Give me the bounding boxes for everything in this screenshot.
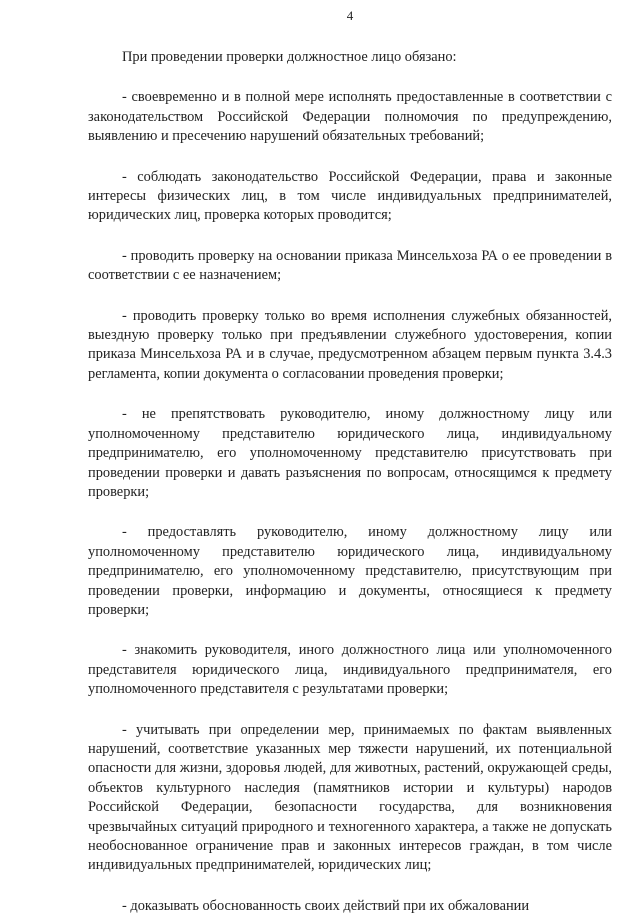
paragraph-item: - проводить проверку на основании приказа Минсельхоза РА о ее проведении в соответствии с ее назначением; — [88, 247, 612, 284]
paragraph-item: - доказывать обоснованность своих действий при их обжаловании — [122, 897, 530, 914]
paragraph-item: - знакомить руководителя, иного должностного лица или уполномоченного представителя юридического лица, индивидуального предпринимателя, его уполномоченного представителя с результатами проверки; — [88, 642, 612, 698]
document-body — [88, 48, 612, 916]
paragraph-item: - предоставлять руководителю, иному должностному лицу или уполномоченному представителю юридического лица, индивидуальному предпринимателю, его уполномоченному представителю, присутствующим при проведении проверки, информацию и документы, относящиеся к предмету проверки; — [88, 524, 612, 618]
page-number: 4 — [346, 8, 354, 23]
paragraph-item: - своевременно и в полной мере исполнять предоставленные в соответствии с законодательством Российской Федерации полномочия по предупреждению, выявлению и пресечению нарушений обязательных требований; — [88, 89, 612, 145]
paragraph-item: - учитывать при определении мер, принимаемых по фактам выявленных нарушений, соответствие указанных мер тяжести нарушений, их потенциальной опасности для жизни, здоровья людей, для животных, растений, окружающей среды, объектов культурного наследия (памятников истории и культуры) народов Российской Федерации, безопасности государства, для возникновения чрезвычайных ситуаций природного и техногенного характера, а также не допускать необоснованное ограничение прав и законных интересов граждан, в том числе индивидуальных предпринимателей, юридических лиц; — [88, 721, 612, 874]
paragraph-item: - проводить проверку только во время исполнения служебных обязанностей, выездную проверку только при предъявлении служебного удостоверения, копии приказа Минсельхоза РА и в случае, предусмотренном абзацем первым пункта 3.4.3 регламента, копии документа о согласовании проведения проверки; — [88, 307, 612, 382]
paragraph-item: - не препятствовать руководителю, иному должностному лицу или уполномоченному представителю юридического лица, индивидуальному предпринимателю, его уполномоченному представителю присутствовать при проведении проверки и давать разъяснения по вопросам, относящимся к предмету проверки; — [88, 406, 612, 500]
paragraph-item: - соблюдать законодательство Российской Федерации, права и законные интересы физических лиц, в том числе индивидуальных предпринимателей, юридических лиц, проверка которых проводится; — [88, 168, 612, 224]
paragraph-intro: При проведении проверки должностное лицо обязано: — [122, 49, 457, 65]
